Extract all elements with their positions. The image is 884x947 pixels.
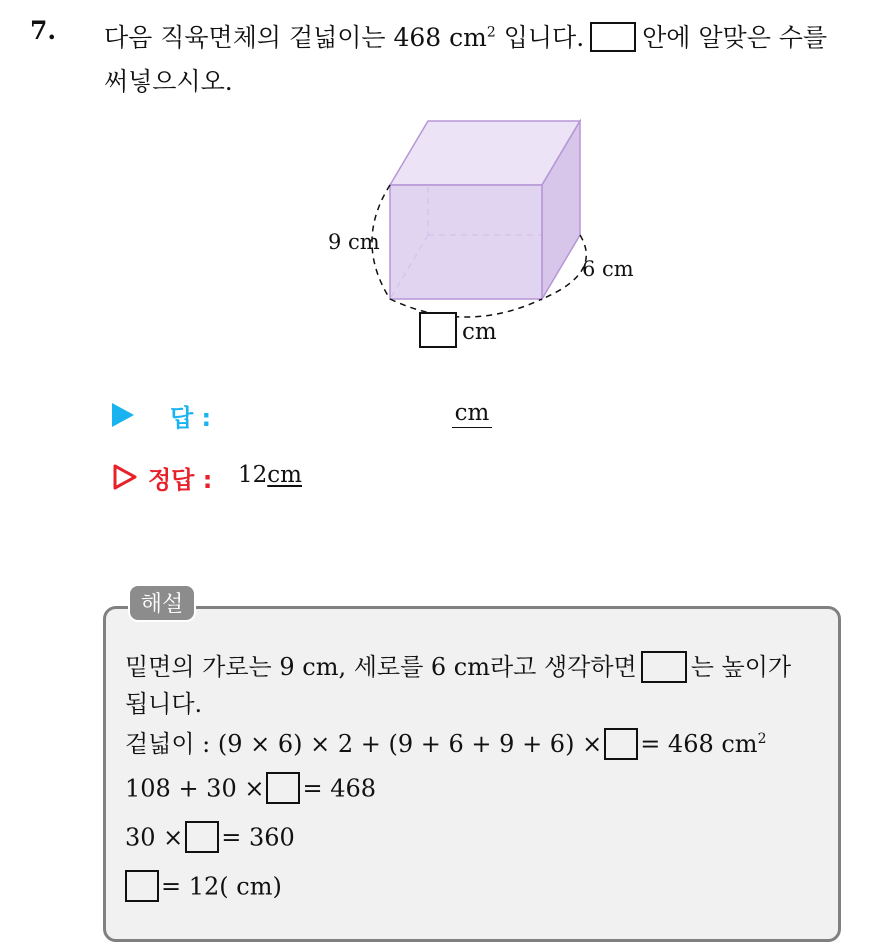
solution-tag: 해설 bbox=[128, 584, 196, 622]
solution-line-2: 됩니다. bbox=[125, 690, 203, 718]
question-line-1-mid: 입니다. bbox=[495, 23, 585, 52]
solution-line-1-start: 밑면의 가로는 9 cm, 세로를 6 cm라고 생각하면 bbox=[125, 653, 637, 681]
solution-line-3 bbox=[125, 724, 766, 762]
answer-unit: cm bbox=[454, 400, 490, 426]
square-exponent: 2 bbox=[757, 731, 767, 747]
blank-box bbox=[185, 821, 219, 853]
solution-line-5 bbox=[125, 823, 295, 855]
answer-input-line[interactable] bbox=[452, 400, 492, 428]
width-unit: cm bbox=[462, 319, 497, 345]
solution-line-1-end: 는 높이가 bbox=[690, 653, 792, 681]
question-text bbox=[104, 16, 827, 104]
solution-line-3-start: 겉넓이 : (9 × 6) × 2 + (9 + 6 + 9 + 6) × bbox=[125, 730, 603, 758]
width-blank-box bbox=[420, 313, 456, 347]
question-line-2: 써넣으시오. bbox=[104, 67, 233, 96]
height-label: 9 cm bbox=[328, 230, 380, 254]
question-line-1-end: 안에 알맞은 수를 bbox=[642, 23, 828, 52]
solution-line-6-end: = 12( cm) bbox=[161, 872, 282, 901]
cuboid-figure bbox=[318, 115, 658, 355]
solution-line-4-end: = 468 bbox=[302, 774, 376, 803]
correct-unit: cm bbox=[267, 462, 302, 488]
question-line-1 bbox=[104, 16, 827, 60]
blank-box bbox=[641, 651, 687, 683]
correct-number: 12 bbox=[238, 462, 268, 488]
front-face bbox=[390, 185, 542, 299]
blank-box bbox=[125, 870, 159, 902]
answer-label: 답 : bbox=[170, 404, 212, 432]
question-line-1-start: 다음 직육면체의 겉넓이는 468 cm bbox=[104, 23, 487, 52]
solution-line-4-start: 108 + 30 × bbox=[125, 774, 265, 803]
blank-box bbox=[604, 728, 638, 760]
solution-line-4 bbox=[125, 774, 376, 806]
question-number: 7. bbox=[30, 16, 57, 45]
solution-line-1 bbox=[125, 647, 791, 685]
solution-line-3-end: = 468 cm bbox=[640, 730, 758, 758]
solution-line-5-start: 30 × bbox=[125, 823, 184, 852]
depth-label: 6 cm bbox=[582, 257, 634, 281]
correct-value bbox=[238, 462, 302, 488]
square-exponent: 2 bbox=[486, 24, 496, 41]
solution-line-6 bbox=[125, 872, 282, 904]
play-icon bbox=[112, 403, 134, 427]
correct-label: 정답 : bbox=[148, 466, 213, 494]
solution-line-5-end: = 360 bbox=[221, 823, 295, 852]
outline-triangle-icon bbox=[112, 463, 138, 491]
blank-box bbox=[266, 772, 300, 804]
blank-box bbox=[590, 22, 636, 52]
